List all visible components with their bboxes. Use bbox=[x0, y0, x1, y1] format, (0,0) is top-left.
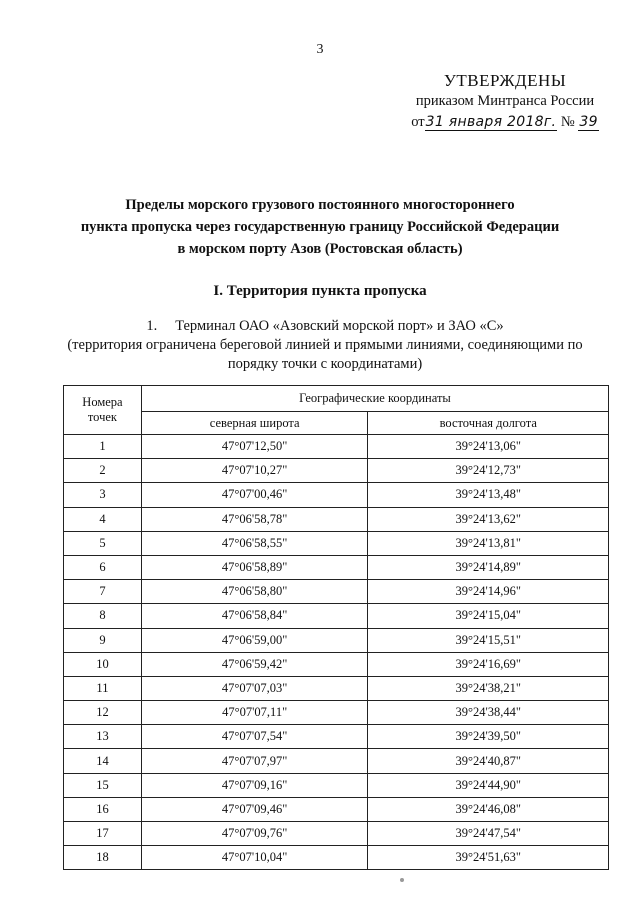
table-row bbox=[64, 531, 609, 555]
coordinates-table-body bbox=[64, 435, 609, 870]
order-number-handwritten: 39 bbox=[579, 114, 598, 130]
longitude-cell: 39°24'40,87" bbox=[368, 749, 609, 773]
longitude-cell: 39°24'44,90" bbox=[368, 773, 609, 797]
point-number-cell: 11 bbox=[64, 676, 142, 700]
table-row bbox=[64, 459, 609, 483]
table-row bbox=[64, 555, 609, 579]
table-row bbox=[64, 483, 609, 507]
latitude-cell: 47°07'07,97" bbox=[141, 749, 368, 773]
longitude-cell: 39°24'38,44" bbox=[368, 701, 609, 725]
section-heading: I. Территория пункта пропуска bbox=[213, 283, 427, 299]
longitude-cell: 39°24'38,21" bbox=[368, 676, 609, 700]
latitude-cell: 47°06'58,89" bbox=[141, 555, 368, 579]
latitude-cell: 47°06'58,84" bbox=[141, 604, 368, 628]
point-number-cell: 6 bbox=[64, 555, 142, 579]
point-number-cell: 15 bbox=[64, 773, 142, 797]
longitude-cell: 39°24'16,69" bbox=[368, 652, 609, 676]
longitude-cell: 39°24'12,73" bbox=[368, 459, 609, 483]
latitude-cell: 47°06'58,55" bbox=[141, 531, 368, 555]
table-row bbox=[64, 822, 609, 846]
approval-authority: приказом Минтранса России bbox=[415, 93, 595, 109]
table-row bbox=[64, 628, 609, 652]
point-number-cell: 5 bbox=[64, 531, 142, 555]
latitude-cell: 47°06'59,42" bbox=[141, 652, 368, 676]
latitude-cell: 47°07'10,27" bbox=[141, 459, 368, 483]
longitude-cell: 39°24'15,04" bbox=[368, 604, 609, 628]
latitude-cell: 47°07'10,04" bbox=[141, 846, 368, 870]
latitude-cell: 47°07'07,11" bbox=[141, 701, 368, 725]
latitude-cell: 47°07'07,03" bbox=[141, 676, 368, 700]
point-number-cell: 4 bbox=[64, 507, 142, 531]
latitude-cell: 47°07'07,54" bbox=[141, 725, 368, 749]
order-date-handwritten: 31 января 2018г. bbox=[425, 114, 557, 130]
table-row bbox=[64, 725, 609, 749]
terminal-line bbox=[60, 317, 590, 336]
header-geo-coordinates: Географические координаты bbox=[141, 386, 608, 412]
table-row bbox=[64, 701, 609, 725]
title-line-1: Пределы морского грузового постоянного многостороннего bbox=[125, 197, 515, 213]
latitude-cell: 47°07'09,16" bbox=[141, 773, 368, 797]
terminal-note-line-2: порядку точки с координатами) bbox=[227, 356, 423, 372]
latitude-cell: 47°07'12,50" bbox=[141, 435, 368, 459]
scan-speck bbox=[400, 878, 404, 882]
table-row bbox=[64, 773, 609, 797]
order-line bbox=[400, 112, 610, 132]
latitude-cell: 47°06'58,78" bbox=[141, 507, 368, 531]
header-points-line-1: Номера bbox=[82, 395, 123, 409]
longitude-cell: 39°24'13,48" bbox=[368, 483, 609, 507]
table-row bbox=[64, 846, 609, 870]
longitude-cell: 39°24'39,50" bbox=[368, 725, 609, 749]
point-number-cell: 12 bbox=[64, 701, 142, 725]
title-line-3: в морском порту Азов (Ростовская область) bbox=[177, 241, 463, 257]
point-number-cell: 8 bbox=[64, 604, 142, 628]
table-row bbox=[64, 507, 609, 531]
approval-block bbox=[400, 70, 610, 132]
header-points-line-2: точек bbox=[87, 410, 118, 424]
terminal-name: Терминал ОАО «Азовский морской порт» и ЗАО «С» bbox=[175, 318, 504, 334]
order-number-label: № bbox=[560, 114, 575, 130]
table-row bbox=[64, 435, 609, 459]
point-number-cell: 3 bbox=[64, 483, 142, 507]
longitude-cell: 39°24'13,06" bbox=[368, 435, 609, 459]
document-title bbox=[60, 194, 580, 260]
longitude-cell: 39°24'13,62" bbox=[368, 507, 609, 531]
longitude-cell: 39°24'14,89" bbox=[368, 555, 609, 579]
point-number-cell: 17 bbox=[64, 822, 142, 846]
table-row bbox=[64, 749, 609, 773]
longitude-cell: 39°24'46,08" bbox=[368, 797, 609, 821]
point-number-cell: 1 bbox=[64, 435, 142, 459]
table-row bbox=[64, 652, 609, 676]
longitude-cell: 39°24'14,96" bbox=[368, 580, 609, 604]
terminal-number: 1. bbox=[146, 318, 158, 334]
header-latitude: северная широта bbox=[141, 412, 368, 435]
latitude-cell: 47°07'09,76" bbox=[141, 822, 368, 846]
table-row bbox=[64, 604, 609, 628]
point-number-cell: 9 bbox=[64, 628, 142, 652]
longitude-cell: 39°24'13,81" bbox=[368, 531, 609, 555]
latitude-cell: 47°06'59,00" bbox=[141, 628, 368, 652]
terminal-description bbox=[60, 317, 590, 374]
table-row bbox=[64, 580, 609, 604]
order-prefix: от bbox=[411, 114, 425, 130]
header-point-numbers bbox=[64, 386, 142, 435]
table-row bbox=[64, 676, 609, 700]
longitude-cell: 39°24'51,63" bbox=[368, 846, 609, 870]
point-number-cell: 14 bbox=[64, 749, 142, 773]
longitude-cell: 39°24'47,54" bbox=[368, 822, 609, 846]
table-row bbox=[64, 797, 609, 821]
approval-title: УТВЕРЖДЕНЫ bbox=[443, 71, 567, 90]
longitude-cell: 39°24'15,51" bbox=[368, 628, 609, 652]
point-number-cell: 16 bbox=[64, 797, 142, 821]
point-number-cell: 2 bbox=[64, 459, 142, 483]
latitude-cell: 47°06'58,80" bbox=[141, 580, 368, 604]
point-number-cell: 10 bbox=[64, 652, 142, 676]
point-number-cell: 13 bbox=[64, 725, 142, 749]
point-number-cell: 18 bbox=[64, 846, 142, 870]
latitude-cell: 47°07'00,46" bbox=[141, 483, 368, 507]
header-longitude: восточная долгота bbox=[368, 412, 609, 435]
title-line-2: пункта пропуска через государственную границу Российской Федерации bbox=[80, 219, 560, 235]
latitude-cell: 47°07'09,46" bbox=[141, 797, 368, 821]
coordinates-table bbox=[63, 385, 609, 870]
page-number: 3 bbox=[316, 42, 324, 57]
point-number-cell: 7 bbox=[64, 580, 142, 604]
terminal-note-line-1: (территория ограничена береговой линией и прямыми линиями, соединяющими по bbox=[67, 337, 583, 353]
